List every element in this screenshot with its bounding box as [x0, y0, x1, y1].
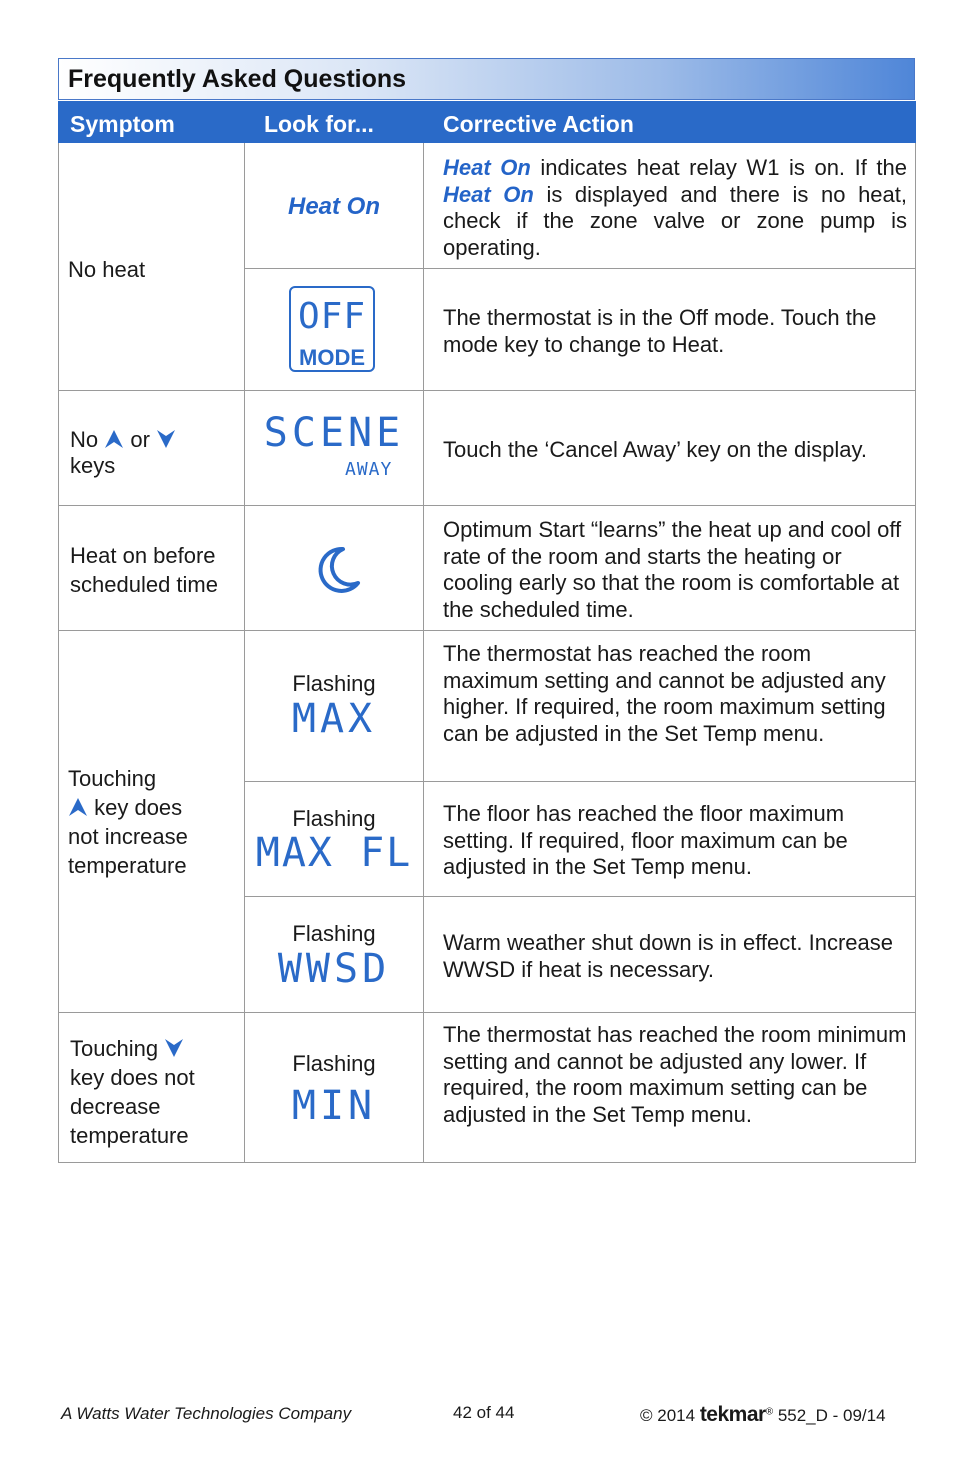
flashing-label: Flashing [292, 806, 376, 831]
symptom-no-heat: No heat [68, 257, 146, 282]
footer-company: A Watts Water Technologies Company [61, 1404, 352, 1423]
row-divider [58, 1012, 916, 1013]
action-floor-max: The floor has reached the floor maximum setting. If required, floor maximum can be adjusted in the Set Temp menu. [443, 801, 848, 879]
lcd-wwsd: WWSD [277, 946, 391, 992]
table-border-left [58, 143, 59, 1163]
lcd-max: MAX [291, 696, 377, 742]
flashing-label: Flashing [292, 921, 376, 946]
col-symptom: Symptom [70, 111, 175, 137]
lcd-away: AWAY [345, 459, 393, 480]
row-divider [244, 268, 916, 269]
symptom-early-heat-line2: scheduled time [70, 572, 218, 597]
action-off-mode: The thermostat is in the Off mode. Touch the mode key to change to Heat. [443, 305, 877, 357]
col-look-for: Look for... [264, 111, 374, 137]
lcd-scene: SCENE [263, 410, 405, 456]
row-divider [244, 781, 916, 782]
faq-title: Frequently Asked Questions [58, 58, 915, 100]
lcd-max-fl: MAX FL [255, 830, 413, 876]
symptom-no-increase-line1: Touching [68, 766, 157, 791]
symptom-no-decrease-line3: decrease [70, 1094, 161, 1119]
row-divider [58, 390, 916, 391]
heat-on-indicator: Heat On [287, 193, 380, 220]
symptom-early-heat-line1: Heat on before [70, 543, 216, 568]
symptom-keys-label: keys [70, 453, 116, 478]
action-room-max: The thermostat has reached the room maximum setting and cannot be adjusted any higher. If required, the room maximum setting can be adjusted in the Set Temp menu. [443, 641, 886, 746]
heat-on-term: Heat On [443, 155, 531, 180]
row-divider [244, 896, 916, 897]
mode-key-label: MODE [299, 345, 365, 370]
action-heat-on: Heat On indicates heat relay W1 is on. If the Heat On is displayed and there is no heat, check if the zone valve or zone pump is operating. [443, 155, 907, 260]
column-divider-1 [244, 143, 245, 1163]
symptom-no-increase-line2: key does [68, 793, 182, 822]
symptom-no-decrease-line1: Touching [70, 1034, 184, 1063]
down-arrow-icon [156, 429, 176, 449]
action-cancel-away: Touch the ‘Cancel Away’ key on the display. [443, 437, 867, 462]
symptom-no-increase-line4: temperature [68, 853, 187, 878]
moon-icon [313, 545, 361, 595]
heat-on-term: Heat On [443, 181, 534, 207]
up-arrow-icon [104, 429, 124, 449]
row-divider [58, 505, 916, 506]
table-header [58, 101, 916, 143]
col-action: Corrective Action [443, 111, 634, 137]
symptom-no-increase-line3: not increase [68, 824, 188, 849]
action-optimum-start: Optimum Start “learns” the heat up and cool off rate of the room and starts the heating or cooling early so that the room is comfortable at the scheduled time. [443, 517, 902, 622]
action-room-min: The thermostat has reached the room minimum setting and cannot be adjusted any lower. If required, the room maximum setting can be adjusted in the Set Temp menu. [443, 1022, 907, 1127]
mode-key [289, 286, 375, 372]
symptom-no-decrease-line2: key does not [70, 1065, 195, 1090]
footer-page-number: 42 of 44 [453, 1403, 515, 1422]
footer-copyright: © 2014 tekmar® 552_D - 09/14 [640, 1403, 886, 1426]
lcd-min: MIN [291, 1083, 377, 1129]
lcd-off: OFF [297, 296, 367, 337]
tekmar-logo: tekmar [699, 1403, 766, 1426]
flashing-label: Flashing [292, 671, 376, 696]
column-divider-2 [423, 143, 424, 1163]
row-divider [58, 630, 916, 631]
table-border-bottom [58, 1162, 916, 1163]
up-arrow-icon [68, 797, 88, 817]
down-arrow-icon [164, 1038, 184, 1058]
symptom-no-decrease-line4: temperature [70, 1123, 189, 1148]
flashing-label: Flashing [292, 1051, 376, 1076]
symptom-no-keys: No or [70, 425, 176, 454]
action-wwsd: Warm weather shut down is in effect. Increase WWSD if heat is necessary. [443, 930, 893, 982]
table-border-right [915, 143, 916, 1163]
